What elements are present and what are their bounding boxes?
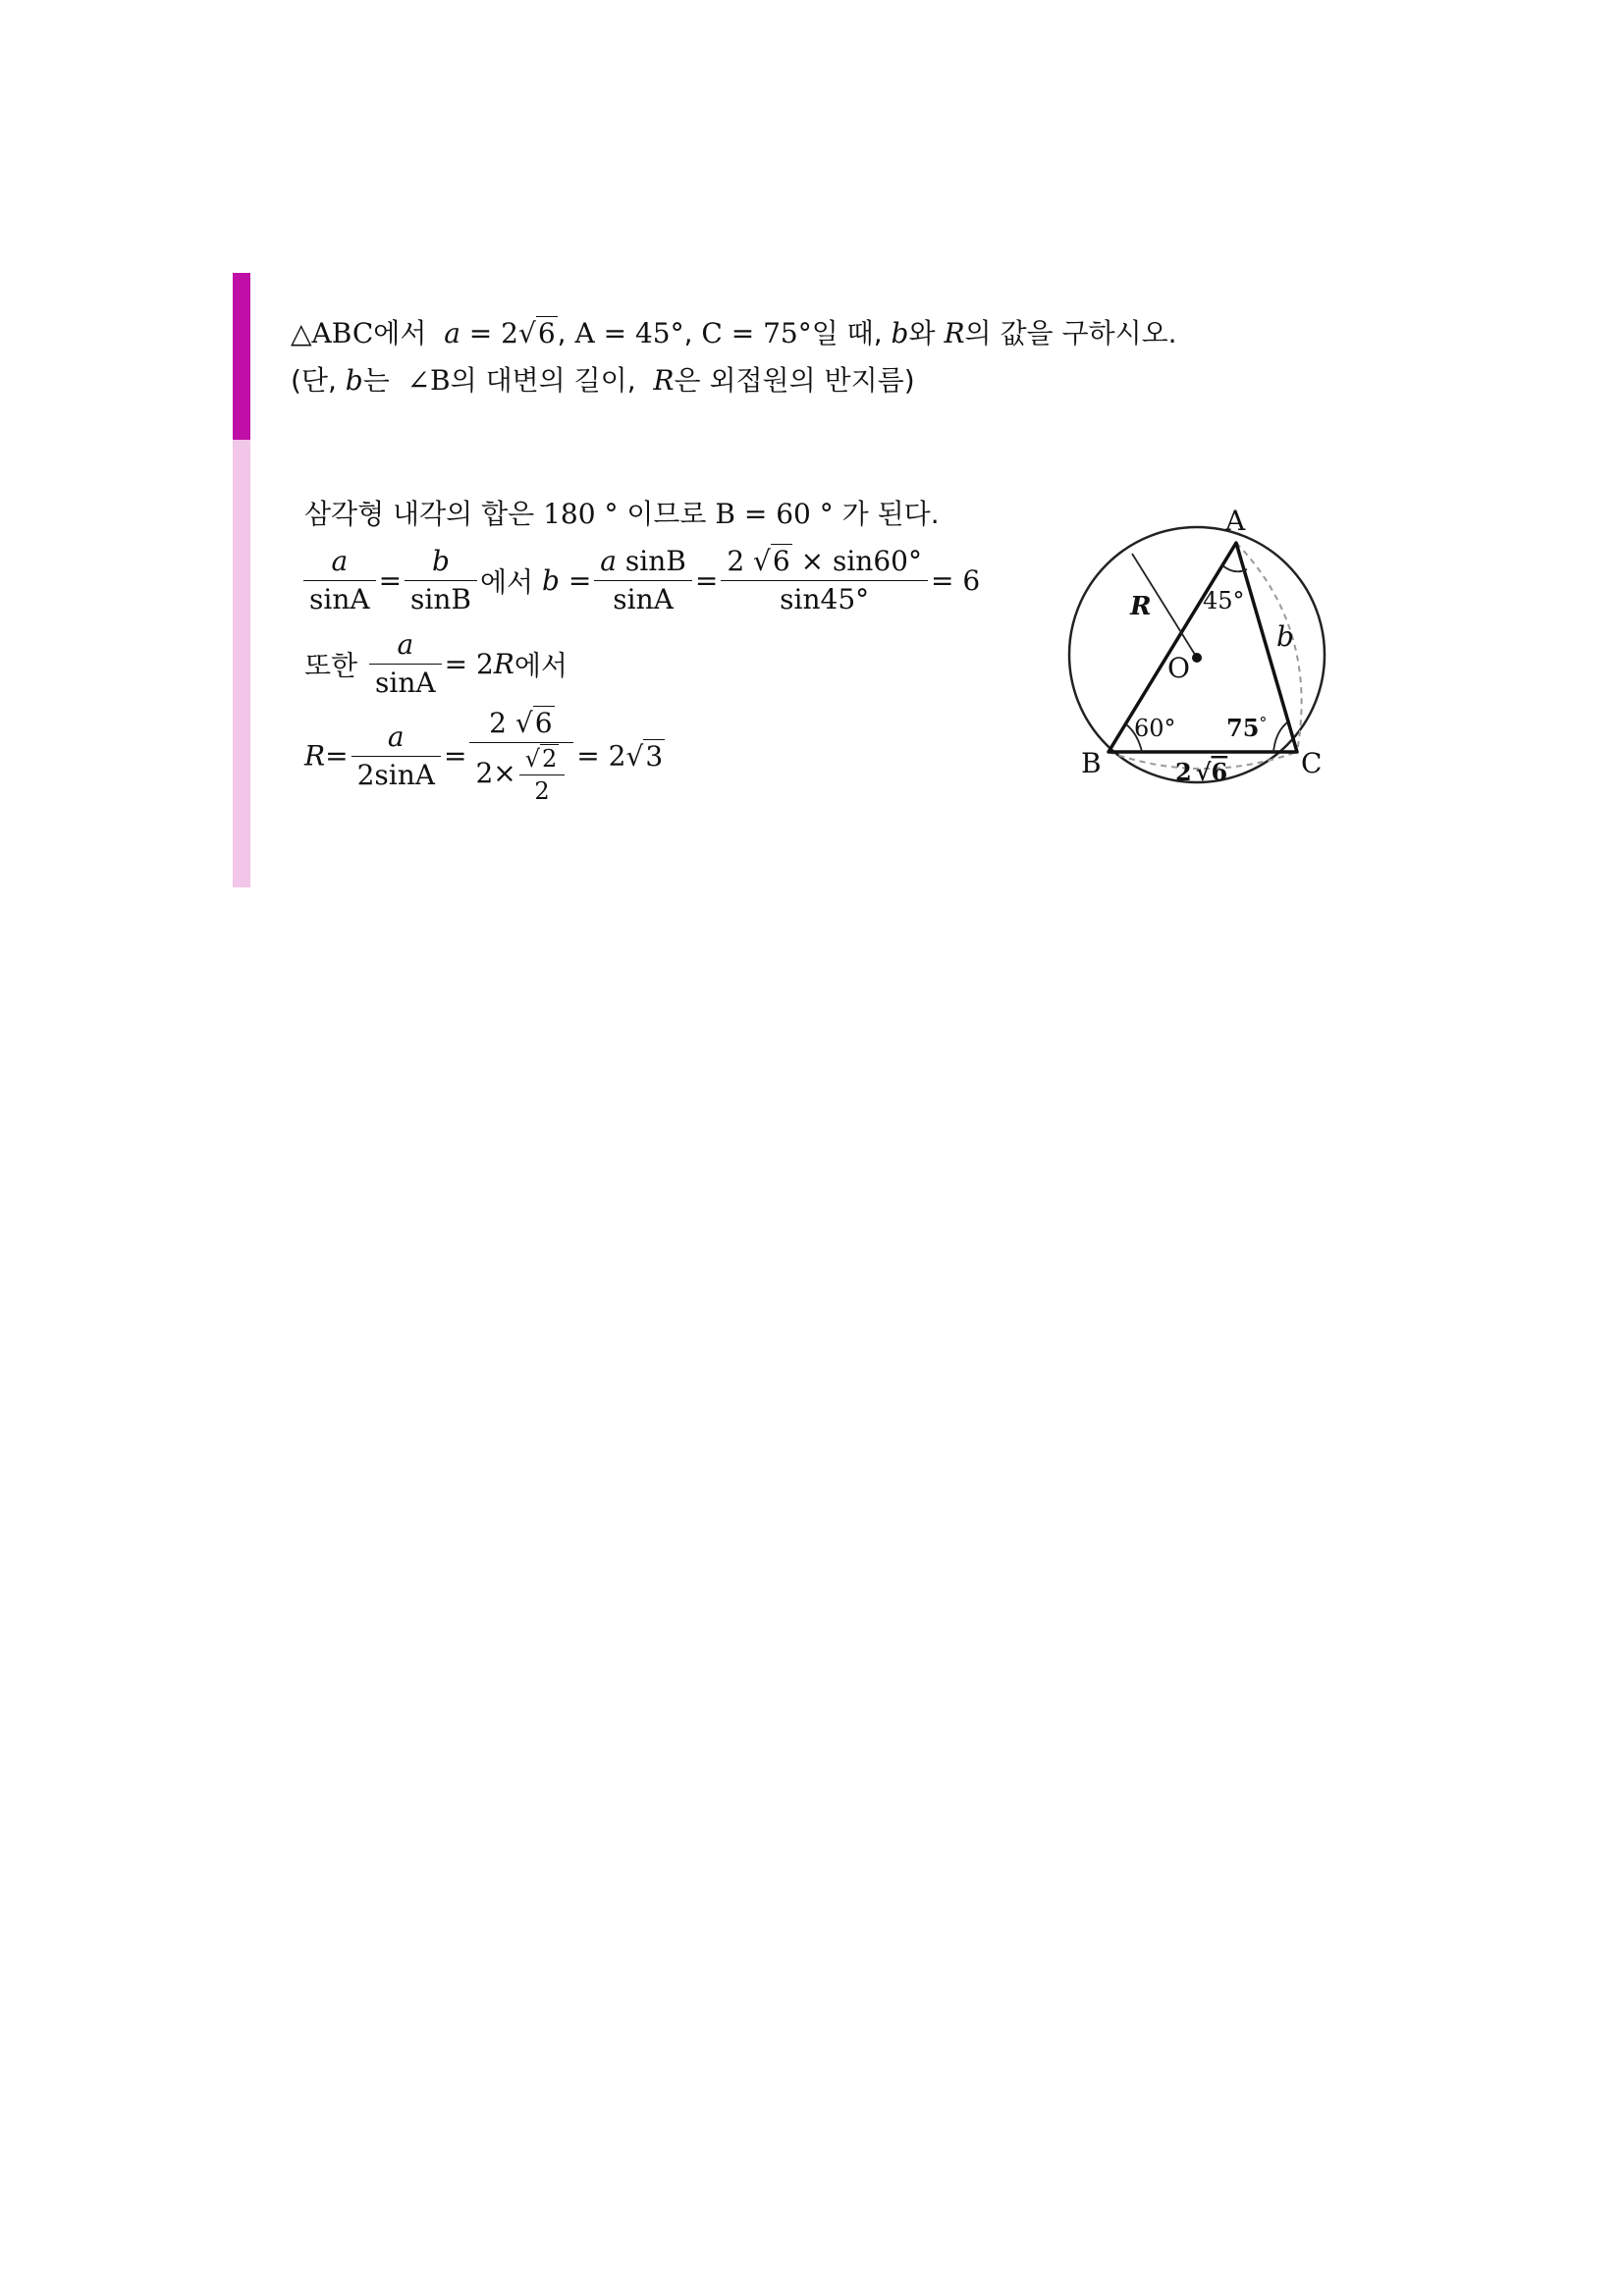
fraction-b-over-sinB: $\frac{b}{\sin B}$ <box>405 545 477 616</box>
side-label-a: 2 √6 <box>1175 758 1228 786</box>
label-C: C <box>1301 747 1323 779</box>
fraction-asinB-over-sinA: $\frac{\text{a sinB}}{\sin A}$ <box>594 545 692 616</box>
fraction-R-value: 2 √6 2× $\frac{√2}{2}$ <box>469 707 573 805</box>
center-point <box>1192 653 1202 663</box>
circumcircle-triangle-figure <box>1065 501 1360 805</box>
fraction-a-over-sinA: $\frac{a}{\sin A}$ <box>369 628 442 700</box>
answer-accent-bar <box>233 440 250 887</box>
solution-line-2: $\frac{a}{\sin A}$ = $\frac{b}{\sin B}$ 에서 b = $\frac{\text{a sinB}}{\sin A}$ = $\frac{2 √6 \times \sin 60^\circ}{\sin 45^\circ}$ = 6 <box>300 545 980 616</box>
fraction-sqrt2-over-2: $\frac{√2}{2}$ <box>519 745 566 805</box>
fraction-a-over-2sinA: $\frac{a}{2\sin A}$ <box>352 721 441 792</box>
sqrt: √3 <box>625 739 664 773</box>
sqrt: √6 <box>517 317 556 349</box>
angle-label-C: 75° <box>1226 714 1268 742</box>
angle-label-A: 45° <box>1203 587 1245 614</box>
label-A: A <box>1225 505 1246 537</box>
label-b: b <box>1276 620 1294 653</box>
label-R: R <box>1130 592 1152 621</box>
question-accent-bar <box>233 273 250 440</box>
fraction-b-value: $\frac{2 √6 \times \sin 60^\circ}{\sin 45^\circ}$ <box>721 545 928 616</box>
problem-line-1: △ABC에서 a = 2√6, A = 45°, C = 75°일 때, b와 R의 값을 구하시오. <box>291 317 1177 349</box>
angle-label-B: 60° <box>1134 715 1176 742</box>
problem-line-2: (단, b는 ∠B의 대변의 길이, R은 외접원의 반지름) <box>291 364 915 397</box>
solution-line-1: 삼각형 내각의 합은 180 ° 이므로 B = 60 ° 가 된다. <box>304 498 940 530</box>
label-O: O <box>1167 652 1190 684</box>
solution-line-4: R= $\frac{a}{2\sin A}$ = 2 √6 2× $\frac{√2}{2}$ = 2√3 <box>304 707 664 805</box>
fraction-a-over-sinA: $\frac{a}{\sin A}$ <box>303 545 376 616</box>
solution-line-3: 또한 $\frac{a}{\sin A}$ = 2R에서 <box>304 628 568 699</box>
label-B: B <box>1081 747 1102 779</box>
